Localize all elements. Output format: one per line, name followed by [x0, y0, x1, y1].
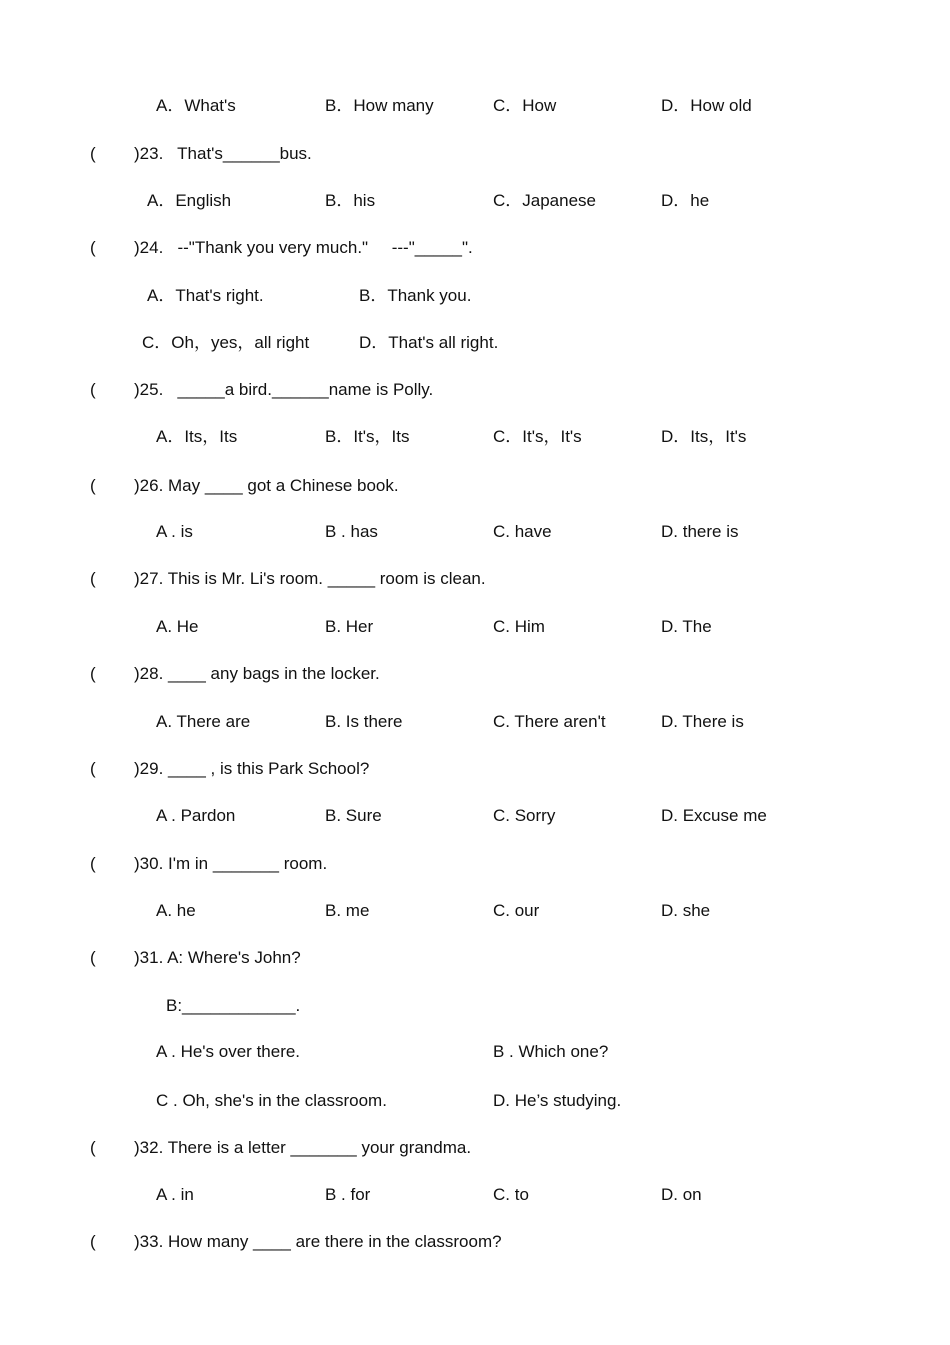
q28-option-a: A. There are: [156, 712, 251, 731]
q28-option-c: C. There aren't: [493, 712, 606, 731]
q23-stem: )23. That's______bus.: [134, 144, 312, 163]
q26-option-b: B . has: [325, 522, 378, 541]
q26-option-a: A . is: [156, 522, 193, 541]
q27-option-c: C. Him: [493, 617, 545, 636]
q31-option-c: C . Oh, she's in the classroom.: [156, 1091, 387, 1110]
q22-option-d: D．How old: [661, 96, 752, 115]
q27-option-d: D. The: [661, 617, 712, 636]
q29-stem: )29. ____ , is this Park School?: [134, 759, 370, 778]
q33-paren: (: [90, 1232, 96, 1251]
q27-option-a: A. He: [156, 617, 199, 636]
q25-option-a: A．Its，Its: [156, 427, 238, 446]
q25-stem: )25. _____a bird.______name is Polly.: [134, 380, 434, 399]
q28-option-b: B. Is there: [325, 712, 403, 731]
q23-option-a: A．English: [147, 191, 232, 210]
q29-option-c: C. Sorry: [493, 806, 556, 825]
q24-option-b: B．Thank you.: [359, 286, 472, 305]
q28-stem: )28. ____ any bags in the locker.: [134, 664, 380, 683]
q25-option-b: B．It's，Its: [325, 427, 410, 446]
q25-option-d: D．Its，It's: [661, 427, 747, 446]
q29-paren: (: [90, 759, 96, 778]
q32-paren: (: [90, 1138, 96, 1157]
q27-option-b: B. Her: [325, 617, 374, 636]
q29-option-b: B. Sure: [325, 806, 382, 825]
q33-stem: )33. How many ____ are there in the classroom?: [134, 1232, 502, 1251]
q26-option-c: C. have: [493, 522, 552, 541]
q26-paren: (: [90, 476, 96, 495]
q22-option-c: C．How: [493, 96, 557, 115]
q27-paren: (: [90, 569, 96, 588]
q24-stem: )24. --"Thank you very much." ---"_____".: [134, 238, 473, 257]
q22-option-b: B．How many: [325, 96, 434, 115]
q30-option-c: C. our: [493, 901, 540, 920]
q23-option-d: D．he: [661, 191, 710, 210]
q32-option-a: A . in: [156, 1185, 194, 1204]
q31-paren: (: [90, 948, 96, 967]
q24-option-a: A．That's right.: [147, 286, 264, 305]
q31-option-b: B . Which one?: [493, 1042, 609, 1061]
q31-stem: )31. A: Where's John?: [134, 948, 301, 967]
q25-paren: (: [90, 380, 96, 399]
q30-option-d: D. she: [661, 901, 711, 920]
q23-paren: (: [90, 144, 96, 163]
q32-option-d: D. on: [661, 1185, 702, 1204]
q26-option-d: D. there is: [661, 522, 739, 541]
q26-stem: )26. May ____ got a Chinese book.: [134, 476, 399, 495]
q24-paren: (: [90, 238, 96, 257]
q24-option-c: C．Oh，yes，all right: [142, 333, 310, 352]
q29-option-a: A . Pardon: [156, 806, 236, 825]
q30-option-a: A. he: [156, 901, 196, 920]
q32-option-c: C. to: [493, 1185, 529, 1204]
q28-option-d: D. There is: [661, 712, 744, 731]
q32-option-b: B . for: [325, 1185, 371, 1204]
q25-option-c: C．It's，It's: [493, 427, 582, 446]
q23-option-c: C．Japanese: [493, 191, 597, 210]
q31-option-d: D. He’s studying.: [493, 1091, 622, 1110]
q24-option-d: D．That's all right.: [359, 333, 499, 352]
q30-option-b: B. me: [325, 901, 370, 920]
q30-stem: )30. I'm in _______ room.: [134, 854, 328, 873]
q30-paren: (: [90, 854, 96, 873]
q32-stem: )32. There is a letter _______ your grandma.: [134, 1138, 472, 1157]
q22-option-a: A．What's: [156, 96, 236, 115]
q31-option-a: A . He's over there.: [156, 1042, 301, 1061]
q27-stem: )27. This is Mr. Li's room. _____ room is clean.: [134, 569, 486, 588]
q23-option-b: B．his: [325, 191, 376, 210]
q28-paren: (: [90, 664, 96, 683]
q29-option-d: D. Excuse me: [661, 806, 767, 825]
q31-b-line: B:____________.: [166, 996, 301, 1015]
